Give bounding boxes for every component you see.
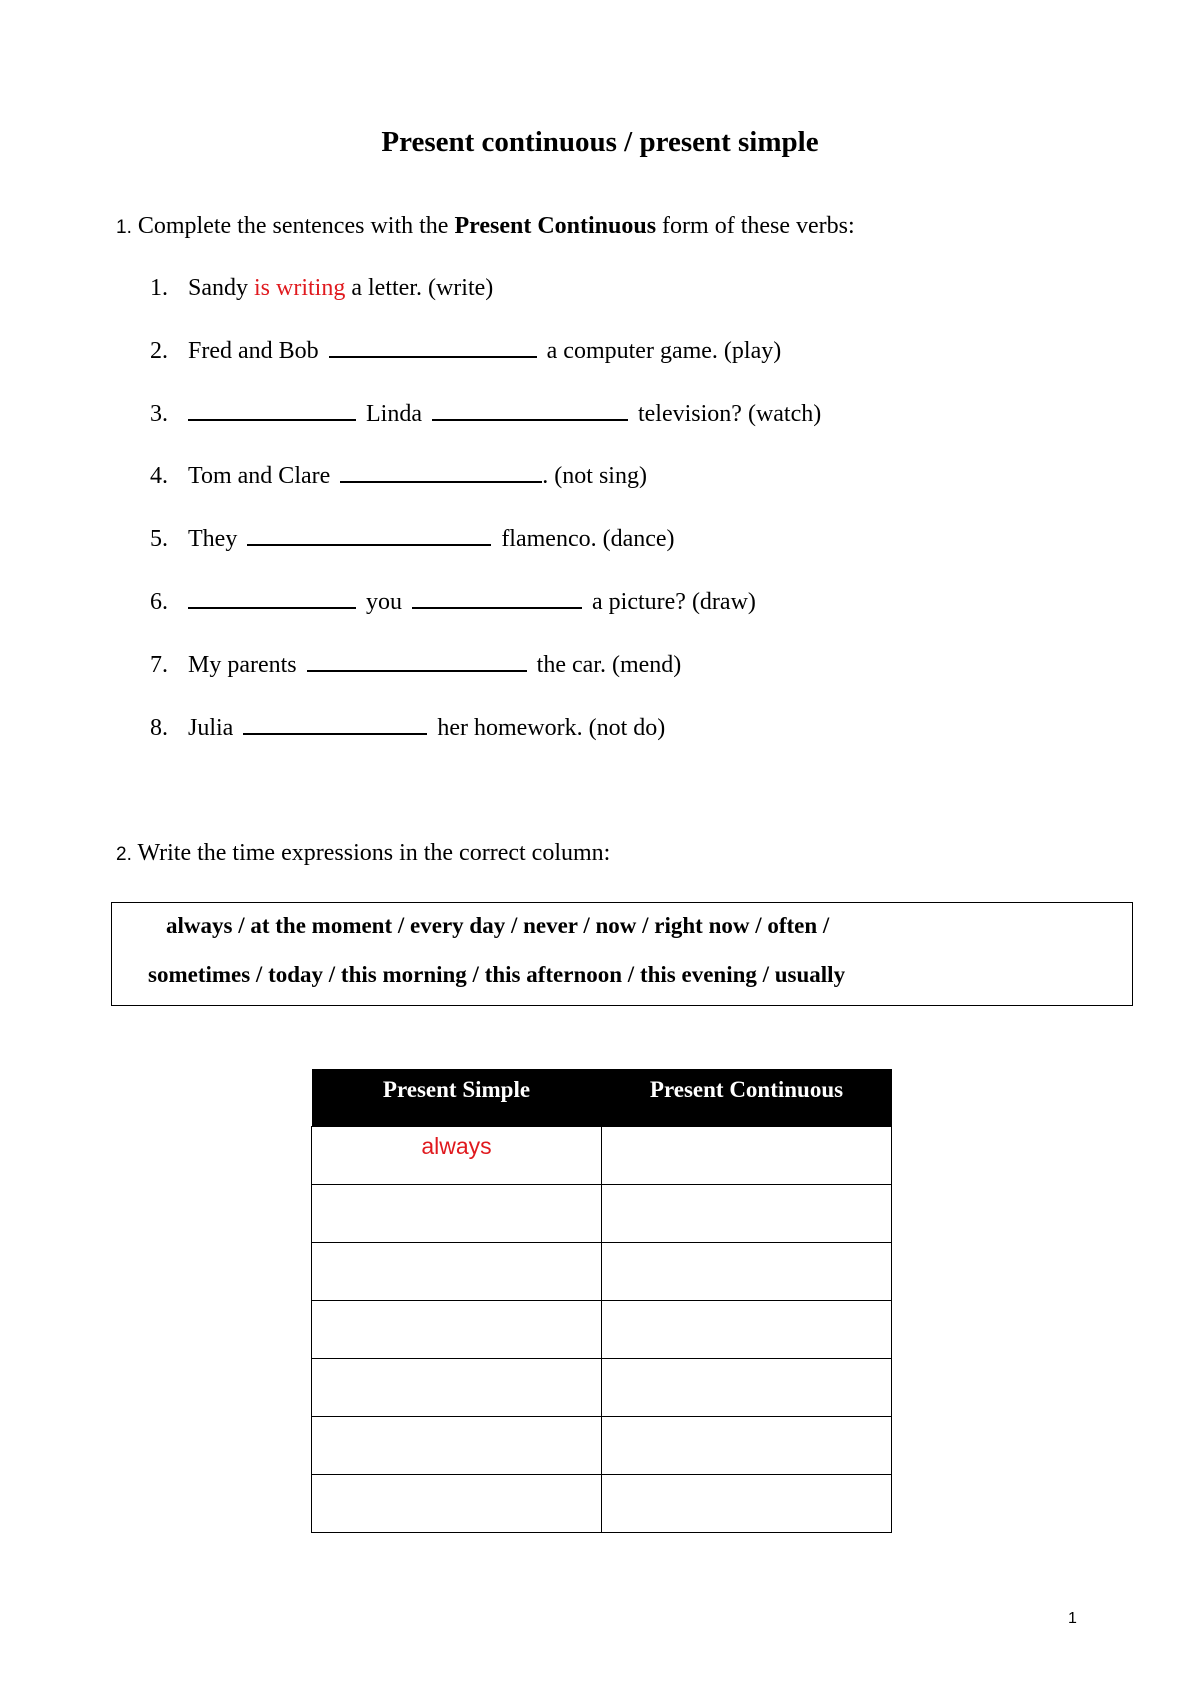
table-cell[interactable]: [602, 1242, 892, 1300]
page-title: Present continuous / present simple: [381, 126, 819, 158]
exercise-item: [150, 336, 781, 366]
exercise-subject: Linda: [366, 401, 422, 427]
table-row: [312, 1126, 892, 1184]
exercise-number: 3.: [150, 401, 168, 427]
time-expressions-line-2: sometimes / today / this morning / this afternoon / this evening / usually: [148, 962, 846, 987]
table-row: [312, 1242, 892, 1300]
exercise-number: 5.: [150, 526, 168, 552]
table-cell[interactable]: [602, 1300, 892, 1358]
exercise-subject: Fred and Bob: [188, 338, 319, 364]
table-cell[interactable]: [312, 1416, 602, 1474]
column-header-present-simple: Present Simple: [312, 1069, 602, 1126]
answer-blank[interactable]: [247, 524, 491, 546]
exercise-rest: flamenco. (dance): [501, 526, 675, 552]
answer-blank[interactable]: [432, 399, 628, 421]
answer-blank[interactable]: [412, 587, 582, 609]
table-cell[interactable]: [312, 1242, 602, 1300]
exercise-item: [150, 587, 756, 617]
table-row: [312, 1358, 892, 1416]
exercise-item: [150, 524, 675, 554]
table-row: [312, 1184, 892, 1242]
exercise-rest: . (not sing): [542, 463, 647, 489]
exercise-rest: a letter. (write): [351, 275, 494, 301]
section-2-text: Write the time expressions in the correct column:: [137, 840, 611, 866]
section-1-text-after: form of these verbs:: [662, 213, 855, 239]
exercise-subject: They: [188, 526, 238, 552]
exercise-subject: Sandy: [188, 275, 248, 301]
table-cell-example: always: [312, 1126, 602, 1184]
table-cell[interactable]: [312, 1474, 602, 1532]
exercise-number: 8.: [150, 715, 168, 741]
column-header-present-continuous: Present Continuous: [602, 1069, 892, 1126]
exercise-rest: the car. (mend): [536, 652, 682, 678]
section-2-heading: [116, 838, 610, 870]
answer-blank[interactable]: [188, 399, 356, 421]
table-cell[interactable]: [312, 1358, 602, 1416]
table-cell[interactable]: [312, 1300, 602, 1358]
table-row: [312, 1300, 892, 1358]
exercise-item: [150, 399, 821, 429]
table-row: [312, 1474, 892, 1532]
exercise-subject: My parents: [188, 652, 297, 678]
sorting-table: [311, 1069, 892, 1533]
table-cell[interactable]: [602, 1474, 892, 1532]
table-row: [312, 1416, 892, 1474]
section-1-number: 1.: [116, 217, 132, 238]
exercise-number: 6.: [150, 589, 168, 615]
section-1-text-bold: Present Continuous: [454, 213, 657, 239]
answer-blank[interactable]: [329, 336, 537, 358]
page-number: 1: [1068, 1610, 1077, 1627]
exercise-subject: Tom and Clare: [188, 463, 331, 489]
exercise-rest: her homework. (not do): [437, 715, 666, 741]
table-cell[interactable]: [602, 1416, 892, 1474]
example-answer: is writing: [254, 275, 346, 301]
exercise-number: 1.: [150, 275, 168, 301]
table-header-row: [312, 1069, 892, 1126]
exercise-rest: a picture? (draw): [592, 589, 756, 615]
table-cell[interactable]: [602, 1358, 892, 1416]
answer-blank[interactable]: [340, 461, 542, 483]
exercise-subject: you: [366, 589, 402, 615]
exercise-item: [150, 713, 665, 743]
answer-blank[interactable]: [243, 713, 427, 735]
table-cell[interactable]: [312, 1184, 602, 1242]
answer-blank[interactable]: [188, 587, 356, 609]
section-1-text-before: Complete the sentences with the: [137, 213, 449, 239]
exercise-rest: television? (watch): [637, 401, 822, 427]
answer-blank[interactable]: [307, 650, 527, 672]
exercise-rest: a computer game. (play): [546, 338, 782, 364]
exercise-item: [150, 273, 493, 303]
exercise-item: [150, 461, 647, 491]
exercise-number: 7.: [150, 652, 168, 678]
section-2-number: 2.: [116, 844, 132, 865]
time-expressions-box: [111, 902, 1133, 1006]
exercise-number: 4.: [150, 463, 168, 489]
table-cell[interactable]: [602, 1184, 892, 1242]
time-expressions-line-1: always / at the moment / every day / never / now / right now / often /: [166, 913, 830, 938]
exercise-item: [150, 650, 681, 680]
table-cell[interactable]: [602, 1126, 892, 1184]
section-1-heading: [116, 211, 855, 243]
exercise-number: 2.: [150, 338, 168, 364]
exercise-subject: Julia: [188, 715, 234, 741]
